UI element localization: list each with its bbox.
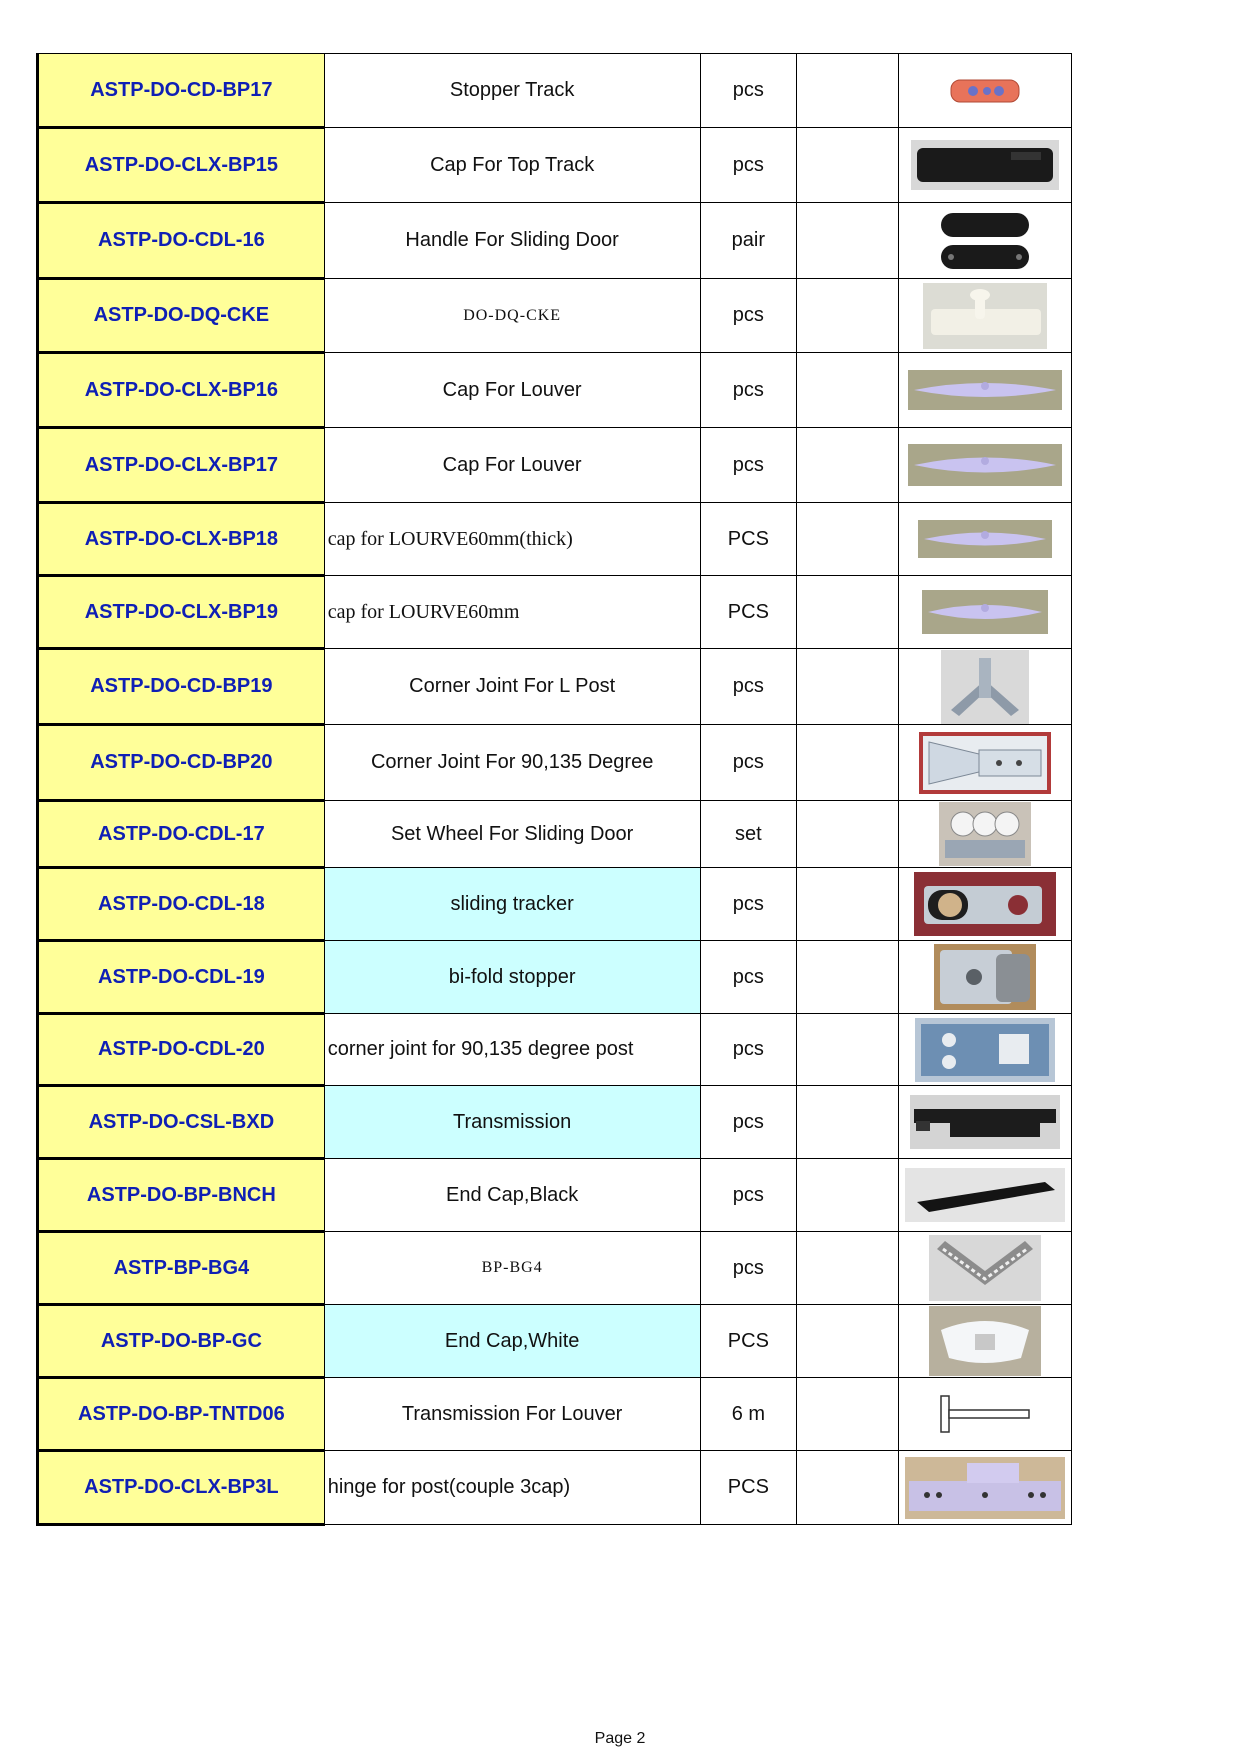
part-description: cap for LOURVE60mm(thick)	[324, 503, 700, 576]
part-code: ASTP-DO-CD-BP20	[38, 725, 325, 801]
table-row	[38, 1159, 1072, 1232]
sliding-tracker-icon	[914, 872, 1056, 936]
stopper-track-icon	[949, 76, 1021, 106]
part-code: ASTP-DO-CDL-18	[38, 868, 325, 941]
part-code: ASTP-DO-BP-BNCH	[38, 1159, 325, 1232]
corner-joint-icon	[941, 650, 1029, 724]
part-unit: pcs	[700, 353, 797, 428]
table-row	[38, 1451, 1072, 1525]
part-image-cell	[899, 203, 1072, 279]
top-track-cap-icon	[911, 140, 1059, 190]
part-code: ASTP-DO-CLX-BP17	[38, 428, 325, 503]
part-description: Cap For Top Track	[324, 128, 700, 203]
part-image-cell	[899, 428, 1072, 503]
part-unit: pcs	[700, 868, 797, 941]
table-row	[38, 649, 1072, 725]
table-row	[38, 1232, 1072, 1305]
table-row	[38, 1305, 1072, 1378]
empty-cell	[797, 576, 899, 649]
part-code: ASTP-DO-CLX-BP15	[38, 128, 325, 203]
part-code: ASTP-DO-CD-BP19	[38, 649, 325, 725]
part-unit: pcs	[700, 1159, 797, 1232]
parts-table	[36, 53, 1072, 1526]
part-code: ASTP-DO-CDL-17	[38, 801, 325, 868]
t-bar-icon	[937, 1392, 1033, 1436]
part-image-cell	[899, 1451, 1072, 1525]
part-code: ASTP-DO-DQ-CKE	[38, 279, 325, 353]
part-image-cell	[899, 353, 1072, 428]
corner-bracket-icon	[929, 1235, 1041, 1301]
part-description: Handle For Sliding Door	[324, 203, 700, 279]
empty-cell	[797, 1014, 899, 1086]
joint-plate-icon	[915, 1018, 1055, 1082]
table-row	[38, 725, 1072, 801]
part-description: Set Wheel For Sliding Door	[324, 801, 700, 868]
black-end-cap-icon	[905, 1168, 1065, 1222]
part-code: ASTP-DO-BP-TNTD06	[38, 1378, 325, 1451]
part-code: ASTP-DO-CLX-BP3L	[38, 1451, 325, 1525]
part-code: ASTP-DO-CLX-BP19	[38, 576, 325, 649]
part-image-cell	[899, 1159, 1072, 1232]
part-description: hinge for post(couple 3cap)	[324, 1451, 700, 1525]
louver-cap-icon	[922, 590, 1048, 634]
part-image-cell	[899, 503, 1072, 576]
part-unit: PCS	[700, 503, 797, 576]
table-row	[38, 1014, 1072, 1086]
part-code: ASTP-DO-BP-GC	[38, 1305, 325, 1378]
part-description: Stopper Track	[324, 54, 700, 128]
bifold-stopper-icon	[934, 944, 1036, 1010]
part-unit: 6 m	[700, 1378, 797, 1451]
empty-cell	[797, 941, 899, 1014]
empty-cell	[797, 279, 899, 353]
table-row	[38, 54, 1072, 128]
empty-cell	[797, 801, 899, 868]
part-image-cell	[899, 279, 1072, 353]
table-row	[38, 576, 1072, 649]
part-code: ASTP-DO-CDL-19	[38, 941, 325, 1014]
empty-cell	[797, 649, 899, 725]
table-row	[38, 503, 1072, 576]
part-description: bi-fold stopper	[324, 941, 700, 1014]
table-row	[38, 801, 1072, 868]
part-description: Cap For Louver	[324, 353, 700, 428]
louver-cap-icon	[908, 370, 1062, 410]
white-end-cap-icon	[929, 1306, 1041, 1376]
latch-icon	[923, 283, 1047, 349]
part-image-cell	[899, 1305, 1072, 1378]
part-image-cell	[899, 1378, 1072, 1451]
part-code: ASTP-DO-CDL-20	[38, 1014, 325, 1086]
page-number: Page 2	[594, 1730, 646, 1747]
empty-cell	[797, 1086, 899, 1159]
table-row	[38, 128, 1072, 203]
part-code: ASTP-DO-CDL-16	[38, 203, 325, 279]
part-unit: pcs	[700, 1086, 797, 1159]
part-unit: pcs	[700, 279, 797, 353]
part-image-cell	[899, 1232, 1072, 1305]
part-image-cell	[899, 868, 1072, 941]
part-description: corner joint for 90,135 degree post	[324, 1014, 700, 1086]
table-row	[38, 353, 1072, 428]
part-image-cell	[899, 54, 1072, 128]
part-description: End Cap,Black	[324, 1159, 700, 1232]
empty-cell	[797, 203, 899, 279]
table-row	[38, 1378, 1072, 1451]
louver-cap-icon	[908, 444, 1062, 486]
empty-cell	[797, 503, 899, 576]
part-unit: set	[700, 801, 797, 868]
empty-cell	[797, 54, 899, 128]
part-unit: PCS	[700, 1451, 797, 1525]
louver-cap-icon	[918, 520, 1052, 558]
part-unit: pcs	[700, 649, 797, 725]
empty-cell	[797, 1378, 899, 1451]
part-description: sliding tracker	[324, 868, 700, 941]
part-unit: PCS	[700, 576, 797, 649]
part-description: Transmission For Louver	[324, 1378, 700, 1451]
part-unit: PCS	[700, 1305, 797, 1378]
part-code: ASTP-DO-CSL-BXD	[38, 1086, 325, 1159]
part-description: Corner Joint For L Post	[324, 649, 700, 725]
wheel-set-icon	[939, 802, 1031, 866]
part-unit: pcs	[700, 725, 797, 801]
empty-cell	[797, 1305, 899, 1378]
empty-cell	[797, 725, 899, 801]
corner-joint-plate-icon	[919, 732, 1051, 794]
table-row	[38, 203, 1072, 279]
part-code: ASTP-DO-CD-BP17	[38, 54, 325, 128]
part-image-cell	[899, 1014, 1072, 1086]
post-hinge-icon	[905, 1457, 1065, 1519]
part-image-cell	[899, 725, 1072, 801]
table-row	[38, 428, 1072, 503]
part-unit: pcs	[700, 128, 797, 203]
empty-cell	[797, 353, 899, 428]
part-unit: pair	[700, 203, 797, 279]
part-image-cell	[899, 1086, 1072, 1159]
part-code: ASTP-DO-CLX-BP18	[38, 503, 325, 576]
part-description: BP-BG4	[324, 1232, 700, 1305]
part-image-cell	[899, 649, 1072, 725]
part-description: End Cap,White	[324, 1305, 700, 1378]
part-unit: pcs	[700, 54, 797, 128]
door-handle-icon	[937, 209, 1033, 273]
part-unit: pcs	[700, 1014, 797, 1086]
empty-cell	[797, 868, 899, 941]
part-image-cell	[899, 128, 1072, 203]
part-description: Corner Joint For 90,135 Degree	[324, 725, 700, 801]
part-code: ASTP-DO-CLX-BP16	[38, 353, 325, 428]
part-image-cell	[899, 941, 1072, 1014]
empty-cell	[797, 1451, 899, 1525]
part-unit: pcs	[700, 941, 797, 1014]
transmission-icon	[910, 1095, 1060, 1149]
part-image-cell	[899, 576, 1072, 649]
table-row	[38, 279, 1072, 353]
table-row	[38, 1086, 1072, 1159]
table-row	[38, 868, 1072, 941]
empty-cell	[797, 1232, 899, 1305]
empty-cell	[797, 1159, 899, 1232]
part-description: Cap For Louver	[324, 428, 700, 503]
empty-cell	[797, 428, 899, 503]
part-description: DO-DQ-CKE	[324, 279, 700, 353]
part-code: ASTP-BP-BG4	[38, 1232, 325, 1305]
part-unit: pcs	[700, 1232, 797, 1305]
part-description: cap for LOURVE60mm	[324, 576, 700, 649]
part-unit: pcs	[700, 428, 797, 503]
part-image-cell	[899, 801, 1072, 868]
table-row	[38, 941, 1072, 1014]
empty-cell	[797, 128, 899, 203]
part-description: Transmission	[324, 1086, 700, 1159]
